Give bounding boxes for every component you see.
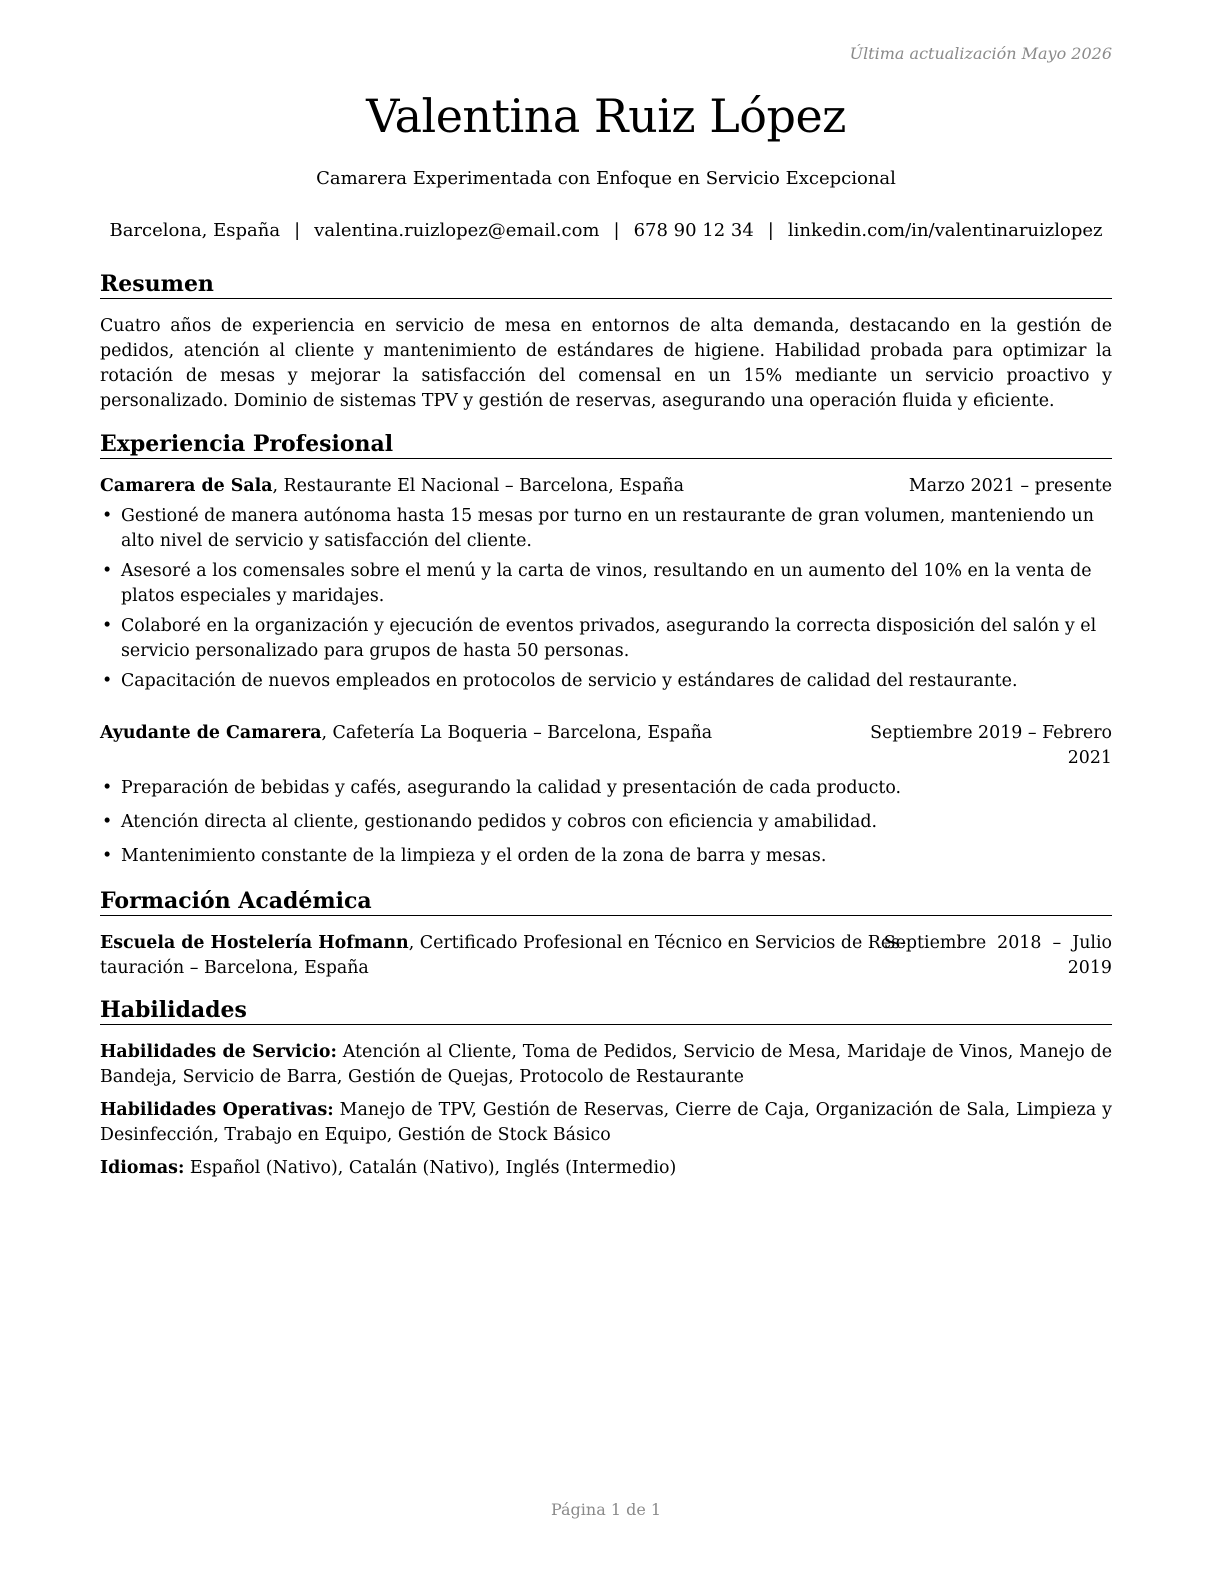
section-title-summary: Resumen bbox=[100, 270, 1112, 299]
contact-separator: | bbox=[613, 220, 620, 241]
list-item bbox=[100, 669, 1112, 694]
job-organization: , Restaurante El Nacional – Barcelona, España bbox=[272, 476, 684, 496]
bullet-icon: • bbox=[102, 812, 113, 832]
bullet-icon: • bbox=[102, 506, 113, 526]
bullet-icon: • bbox=[102, 561, 113, 581]
summary-text: Cuatro años de experiencia en servicio de mesa en entornos de alta demanda, destacando en la gestión de pedidos, atención al cliente y mantenimiento de estándares de higiene. Habilidad probada para optimizar la rotación de mesas y mejorar la satisfacción del comensal en un 15% mediante un servicio proactivo y personalizado. Dominio de sistemas TPV y gestión de reservas, asegurando una operación fluida y eficiente. bbox=[100, 316, 1112, 411]
skill-group-label: Idiomas: bbox=[100, 1158, 185, 1178]
job-bullets bbox=[100, 776, 1112, 869]
education-degree-line-2: tauración – Barcelona, España bbox=[100, 958, 369, 978]
skill-group bbox=[100, 1040, 1112, 1090]
contact-separator: | bbox=[767, 220, 774, 241]
job-organization: , Cafetería La Boqueria – Barcelona, España bbox=[321, 723, 713, 743]
job-role: Camarera de Sala bbox=[100, 476, 273, 496]
contact-location: Barcelona, España bbox=[109, 220, 281, 241]
page-number: Página 1 de 1 bbox=[550, 1500, 662, 1519]
candidate-name: Valentina Ruiz López bbox=[366, 89, 846, 143]
bullet-text: Gestioné de manera autónoma hasta 15 mesas por turno en un restaurante de gran volumen, manteniendo un alto nivel de servicio y satisfacción del cliente. bbox=[121, 506, 1094, 551]
bullet-text: Colaboré en la organización y ejecución de eventos privados, asegurando la correcta disposición del salón y el servicio personalizado para grupos de hasta 50 personas. bbox=[121, 616, 1097, 661]
list-item bbox=[100, 776, 1112, 801]
education-details bbox=[100, 931, 906, 981]
job-role: Ayudante de Camarera bbox=[100, 723, 322, 743]
section-title-skills: Habilidades bbox=[100, 996, 1112, 1025]
skill-group bbox=[100, 1156, 1112, 1181]
job-header bbox=[100, 474, 1112, 499]
candidate-headline: Camarera Experimentada con Enfoque en Servicio Excepcional bbox=[316, 168, 896, 189]
education-entry bbox=[100, 931, 1112, 981]
education-school: Escuela de Hostelería Hofmann bbox=[100, 933, 409, 953]
section-title-education: Formación Académica bbox=[100, 887, 1112, 916]
education-dates bbox=[884, 931, 1112, 981]
job-bullets bbox=[100, 504, 1112, 694]
bullet-icon: • bbox=[102, 671, 113, 691]
skill-group-text: Español (Nativo), Catalán (Nativo), Inglés (Intermedio) bbox=[184, 1158, 677, 1178]
list-item bbox=[100, 844, 1112, 869]
bullet-icon: • bbox=[102, 616, 113, 636]
job-dates-line-2: 2021 bbox=[1067, 748, 1112, 768]
bullet-text: Atención directa al cliente, gestionando pedidos y cobros con eficiencia y amabilidad. bbox=[121, 812, 878, 832]
contact-line bbox=[100, 218, 1112, 244]
job-title-line bbox=[100, 721, 712, 746]
list-item bbox=[100, 559, 1112, 609]
list-item bbox=[100, 810, 1112, 835]
section-title-experience: Experiencia Profesional bbox=[100, 430, 1112, 459]
skill-group-label: Habilidades Operativas: bbox=[100, 1100, 334, 1120]
job-dates-line-1: Septiembre 2019 – Febrero bbox=[870, 723, 1112, 743]
education-dates-line-2: 2019 bbox=[1067, 958, 1112, 978]
resume-page bbox=[100, 0, 1112, 1584]
skill-group-text: Atención al Cliente, Toma de Pedidos, Servicio de Mesa, Maridaje de Vinos, Manejo de Bandeja, Servicio de Barra, Gestión de Quejas, Protocolo de Restaurante bbox=[100, 1042, 1112, 1087]
bullet-icon: • bbox=[102, 778, 113, 798]
last-updated: Última actualización Mayo 2026 bbox=[849, 44, 1112, 63]
job-title-line bbox=[100, 474, 684, 499]
contact-phone: 678 90 12 34 bbox=[633, 220, 754, 241]
list-item bbox=[100, 504, 1112, 554]
job-header bbox=[100, 721, 1112, 771]
skill-group-label: Habilidades de Servicio: bbox=[100, 1042, 337, 1062]
education-dates-line-1: Septiembre 2018 – Julio bbox=[883, 933, 1112, 953]
contact-separator: | bbox=[294, 220, 301, 241]
skill-group bbox=[100, 1098, 1112, 1148]
contact-email[interactable]: valentina.ruizlopez@email.com bbox=[314, 220, 600, 241]
job-dates bbox=[870, 721, 1112, 771]
list-item bbox=[100, 614, 1112, 664]
bullet-icon: • bbox=[102, 846, 113, 866]
skill-group-text: Manejo de TPV, Gestión de Reservas, Cierre de Caja, Organización de Sala, Limpieza y Desinfección, Trabajo en Equipo, Gestión de Stock Básico bbox=[100, 1100, 1113, 1145]
job-dates: Marzo 2021 – presente bbox=[908, 476, 1112, 496]
bullet-text: Mantenimiento constante de la limpieza y el orden de la zona de barra y mesas. bbox=[121, 846, 827, 866]
bullet-text: Asesoré a los comensales sobre el menú y la carta de vinos, resultando en un aumento del 10% en la venta de platos especiales y maridajes. bbox=[121, 561, 1092, 606]
contact-linkedin[interactable]: linkedin.com/in/valentinaruizlopez bbox=[787, 220, 1103, 241]
bullet-text: Preparación de bebidas y cafés, asegurando la calidad y presentación de cada producto. bbox=[121, 778, 902, 798]
education-degree-line-1: , Certificado Profesional en Técnico en Servicios de Res- bbox=[408, 933, 906, 953]
bullet-text: Capacitación de nuevos empleados en protocolos de servicio y estándares de calidad del restaurante. bbox=[121, 671, 1018, 691]
